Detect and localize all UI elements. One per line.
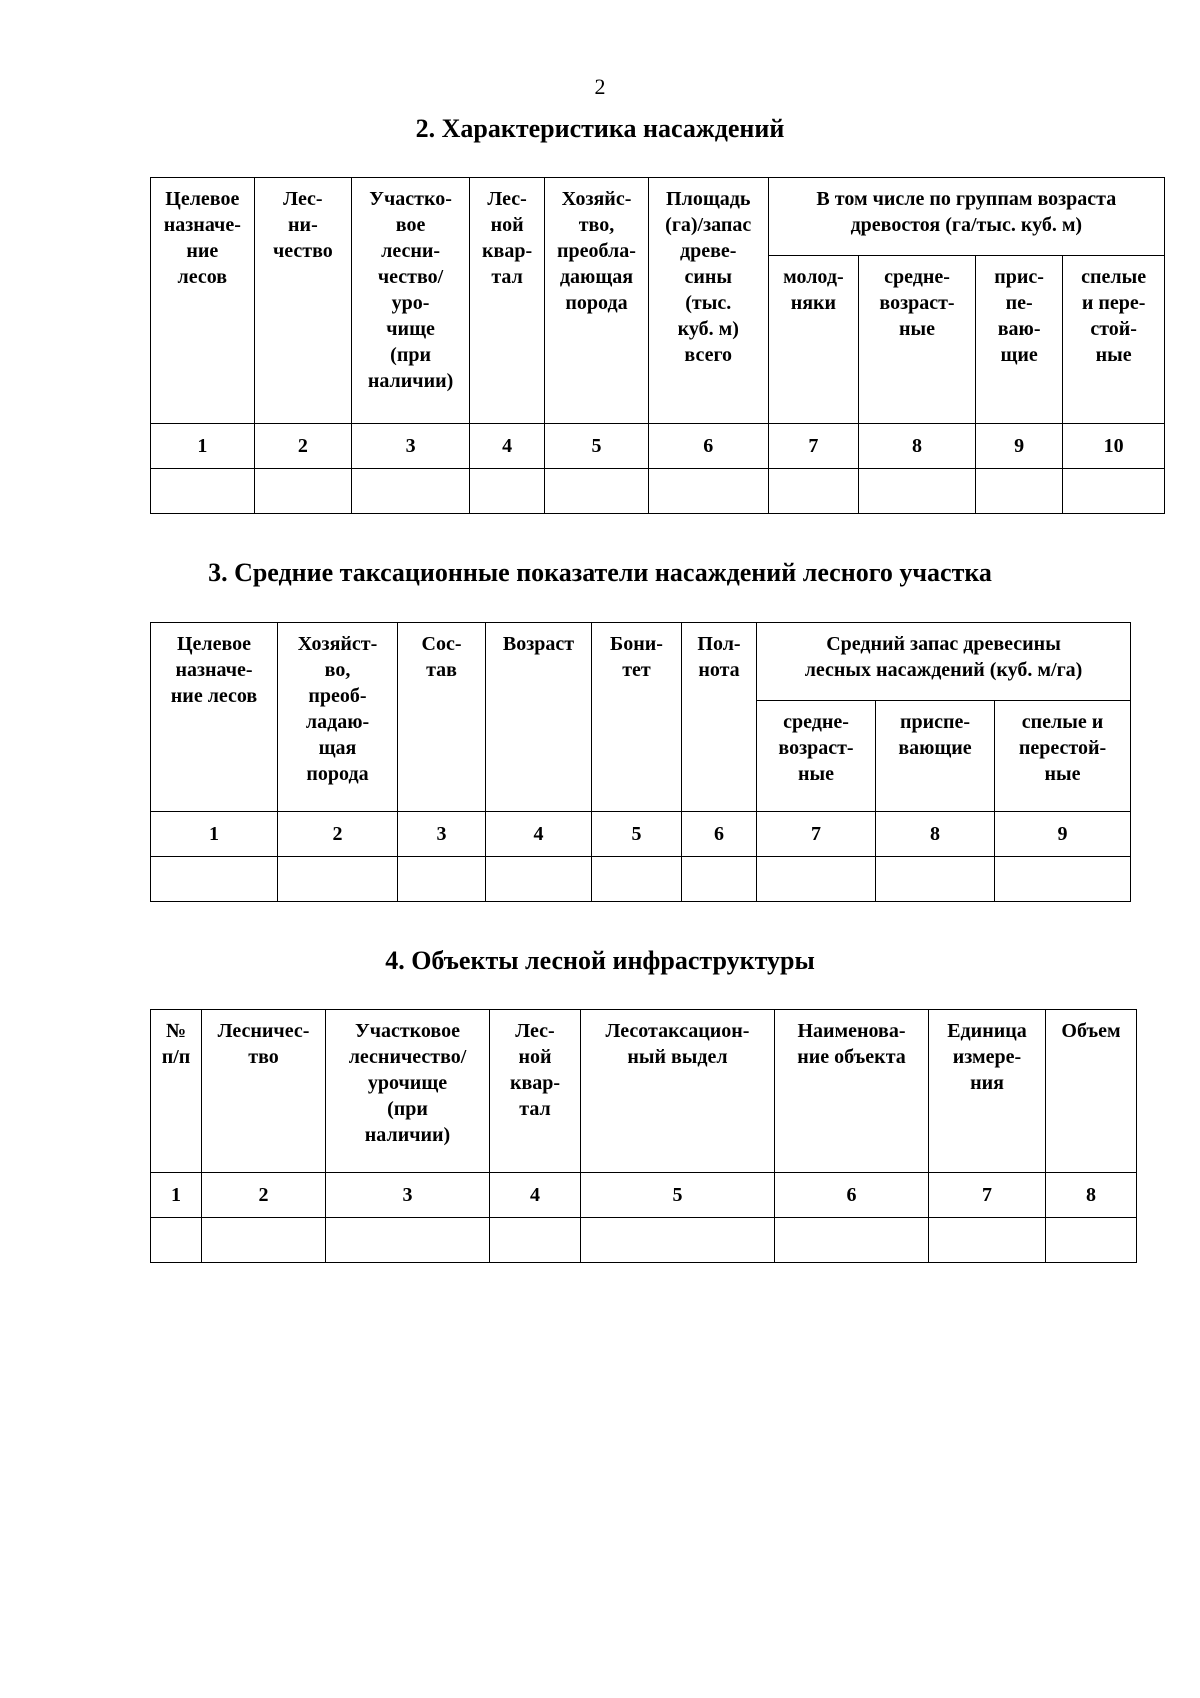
column-number: 1 — [151, 812, 278, 857]
header-line: ние объекта — [797, 1046, 906, 1068]
header-line: стой- — [1090, 318, 1137, 340]
header-middle-aged — [859, 256, 976, 424]
header-forestry — [202, 1010, 326, 1173]
header-line: средне- — [783, 711, 849, 733]
table-row — [151, 469, 1165, 514]
header-area-stock-total — [648, 178, 768, 424]
average-taxation-table — [150, 622, 1131, 902]
header-line: перестой- — [1018, 737, 1107, 759]
empty-cell — [876, 857, 995, 902]
header-line: Участковое — [355, 1020, 460, 1042]
header-line: п/п — [161, 1046, 191, 1068]
header-line: лесов — [177, 266, 228, 288]
header-line: измере- — [952, 1046, 1022, 1068]
column-number: 8 — [859, 424, 976, 469]
column-number: 2 — [202, 1173, 326, 1218]
header-line: уро- — [391, 292, 430, 314]
header-forest-quarter — [470, 178, 545, 424]
header-line: тав — [426, 659, 457, 681]
column-number: 7 — [757, 812, 876, 857]
empty-cell — [775, 1218, 929, 1263]
header-line: В том числе по группам возраста — [816, 188, 1117, 210]
header-line: (га)/запас — [665, 214, 752, 236]
empty-cell — [470, 469, 545, 514]
header-line: назначе- — [163, 214, 241, 236]
header-object-name — [775, 1010, 929, 1173]
header-line: ные — [797, 763, 834, 785]
header-line: чище — [386, 318, 435, 340]
table-row — [151, 857, 1131, 902]
header-line: ные — [1095, 344, 1132, 366]
column-number: 1 — [151, 424, 255, 469]
header-line: Пол- — [697, 633, 741, 655]
empty-cell — [151, 1218, 202, 1263]
header-bonitet — [592, 623, 682, 812]
section4-title: 4. Объекты лесной инфраструктуры — [385, 946, 815, 975]
empty-cell — [1063, 469, 1165, 514]
column-number: 5 — [545, 424, 649, 469]
column-number: 5 — [581, 1173, 775, 1218]
header-line: Средний запас древесины — [826, 633, 1061, 655]
header-line: щая — [318, 737, 357, 759]
header-line: ные — [899, 318, 936, 340]
header-line: всего — [684, 344, 733, 366]
header-line: возраст- — [879, 292, 955, 314]
header-line: лесни- — [381, 240, 441, 262]
empty-cell — [768, 469, 858, 514]
header-line: ние лесов — [170, 685, 258, 707]
header-line: спелые и — [1021, 711, 1104, 733]
header-line: Наименова- — [797, 1020, 906, 1042]
header-line: Возраст — [502, 633, 575, 655]
header-line: Лес- — [487, 188, 527, 210]
empty-cell — [648, 469, 768, 514]
header-line: Хозяйст- — [297, 633, 378, 655]
empty-cell — [278, 857, 398, 902]
header-line: наличии) — [367, 370, 454, 392]
header-line: Единица — [947, 1020, 1027, 1042]
header-taxation-unit — [581, 1010, 775, 1173]
header-line: Целевое — [165, 188, 240, 210]
header-line: ние — [186, 240, 219, 262]
empty-cell — [995, 857, 1131, 902]
header-line: преоб- — [308, 685, 367, 707]
empty-cell — [352, 469, 470, 514]
empty-cell — [592, 857, 682, 902]
header-line: Объем — [1061, 1020, 1121, 1042]
table-row — [151, 1218, 1137, 1263]
header-line: ваю- — [997, 318, 1041, 340]
column-number-row — [151, 812, 1131, 857]
column-number: 9 — [975, 424, 1062, 469]
column-number: 2 — [254, 424, 352, 469]
header-line: порода — [306, 763, 369, 785]
header-line: средне- — [884, 266, 950, 288]
header-target-purpose — [151, 623, 278, 812]
header-line: Участко- — [369, 188, 452, 210]
column-number: 3 — [326, 1173, 490, 1218]
header-line: пе- — [1005, 292, 1033, 314]
header-line: ния — [970, 1072, 1004, 1094]
header-line: возраст- — [778, 737, 854, 759]
section3-title: 3. Средние таксационные показатели насаждений лесного участка — [208, 558, 992, 587]
header-dominant-species — [545, 178, 649, 424]
empty-cell — [151, 469, 255, 514]
header-mature-overmature — [1063, 256, 1165, 424]
column-number: 7 — [929, 1173, 1046, 1218]
header-line: во, — [324, 659, 351, 681]
header-line: Лес- — [283, 188, 323, 210]
header-line: квар- — [509, 1072, 561, 1094]
header-district-forestry — [352, 178, 470, 424]
header-forestry — [254, 178, 352, 424]
header-forest-quarter — [490, 1010, 581, 1173]
header-line: порода — [565, 292, 628, 314]
header-line: древостоя (га/тыс. куб. м) — [850, 214, 1083, 236]
column-number: 2 — [278, 812, 398, 857]
header-unit-of-measure — [929, 1010, 1046, 1173]
empty-cell — [757, 857, 876, 902]
header-young-stands — [768, 256, 858, 424]
empty-cell — [326, 1218, 490, 1263]
column-number: 4 — [490, 1173, 581, 1218]
header-line: молод- — [783, 266, 844, 288]
header-line: Лес- — [515, 1020, 555, 1042]
header-line: Лесотаксацион- — [605, 1020, 750, 1042]
empty-cell — [975, 469, 1062, 514]
header-line: ной — [518, 1046, 552, 1068]
header-item-number — [151, 1010, 202, 1173]
header-line: лесных насаждений (куб. м/га) — [804, 659, 1083, 681]
header-line: приспе- — [899, 711, 971, 733]
header-composition — [398, 623, 486, 812]
header-middle-aged — [757, 701, 876, 812]
header-line: назначе- — [175, 659, 253, 681]
header-line: спелые — [1081, 266, 1147, 288]
header-line: дающая — [559, 266, 634, 288]
column-number: 9 — [995, 812, 1131, 857]
header-line: и пере- — [1081, 292, 1146, 314]
header-line: вающие — [898, 737, 972, 759]
header-line: ный выдел — [627, 1046, 728, 1068]
header-volume — [1046, 1010, 1137, 1173]
header-line: квар- — [482, 240, 533, 262]
empty-cell — [398, 857, 486, 902]
page-number: 2 — [594, 74, 606, 99]
header-line: сины — [684, 266, 732, 288]
header-line: тет — [622, 659, 651, 681]
empty-cell — [490, 1218, 581, 1263]
header-line: (тыс. — [685, 292, 732, 314]
section2-title: 2. Характеристика насаждений — [415, 114, 785, 143]
header-age-groups — [768, 178, 1164, 256]
empty-cell — [929, 1218, 1046, 1263]
plantations-characteristics-table — [150, 177, 1165, 514]
header-line: древе- — [680, 240, 737, 262]
header-line: няки — [790, 292, 837, 314]
header-maturing — [975, 256, 1062, 424]
header-line: чество — [273, 240, 333, 262]
column-number: 6 — [648, 424, 768, 469]
header-line: наличии) — [364, 1124, 451, 1146]
header-line: преобла- — [557, 240, 636, 262]
header-target-purpose — [151, 178, 255, 424]
empty-cell — [682, 857, 757, 902]
column-number-row — [151, 424, 1165, 469]
column-number: 7 — [768, 424, 858, 469]
header-line: Лесничес- — [217, 1020, 310, 1042]
empty-cell — [486, 857, 592, 902]
empty-cell — [202, 1218, 326, 1263]
column-number: 8 — [876, 812, 995, 857]
column-number: 6 — [682, 812, 757, 857]
header-line: урочище — [367, 1072, 448, 1094]
header-line: Целевое — [176, 633, 252, 655]
header-line: ладаю- — [305, 711, 370, 733]
header-line: Сос- — [421, 633, 462, 655]
header-line: прис- — [994, 266, 1044, 288]
header-line: ни- — [288, 214, 318, 236]
column-number: 1 — [151, 1173, 202, 1218]
header-maturing — [876, 701, 995, 812]
header-line: (при — [387, 1098, 428, 1120]
empty-cell — [545, 469, 649, 514]
header-dominant-species — [278, 623, 398, 812]
forest-infrastructure-table — [150, 1009, 1137, 1263]
header-line: тво, — [578, 214, 615, 236]
column-number: 5 — [592, 812, 682, 857]
header-line: ные — [1044, 763, 1081, 785]
header-line: чество/ — [377, 266, 444, 288]
header-line: тал — [519, 1098, 551, 1120]
column-number-row — [151, 1173, 1137, 1218]
empty-cell — [254, 469, 352, 514]
header-district-forestry — [326, 1010, 490, 1173]
column-number: 8 — [1046, 1173, 1137, 1218]
header-line: тво — [248, 1046, 279, 1068]
header-line: куб. м) — [677, 318, 739, 340]
empty-cell — [581, 1218, 775, 1263]
header-line: № — [165, 1020, 187, 1042]
header-line: Хозяйс- — [561, 188, 632, 210]
column-number: 6 — [775, 1173, 929, 1218]
column-number: 3 — [398, 812, 486, 857]
empty-cell — [859, 469, 976, 514]
header-line: щие — [1000, 344, 1038, 366]
header-density — [682, 623, 757, 812]
header-mature-overmature — [995, 701, 1131, 812]
column-number: 4 — [470, 424, 545, 469]
header-line: Бони- — [610, 633, 663, 655]
header-line: Площадь — [666, 188, 751, 210]
header-line: тал — [491, 266, 523, 288]
column-number: 10 — [1063, 424, 1165, 469]
header-line: ной — [490, 214, 524, 236]
empty-cell — [151, 857, 278, 902]
column-number: 4 — [486, 812, 592, 857]
header-line: лесничество/ — [348, 1046, 467, 1068]
header-line: вое — [395, 214, 426, 236]
header-line: (при — [390, 344, 431, 366]
column-number: 3 — [352, 424, 470, 469]
header-average-stock — [757, 623, 1131, 701]
empty-cell — [1046, 1218, 1137, 1263]
header-age — [486, 623, 592, 812]
header-line: нота — [698, 659, 740, 681]
